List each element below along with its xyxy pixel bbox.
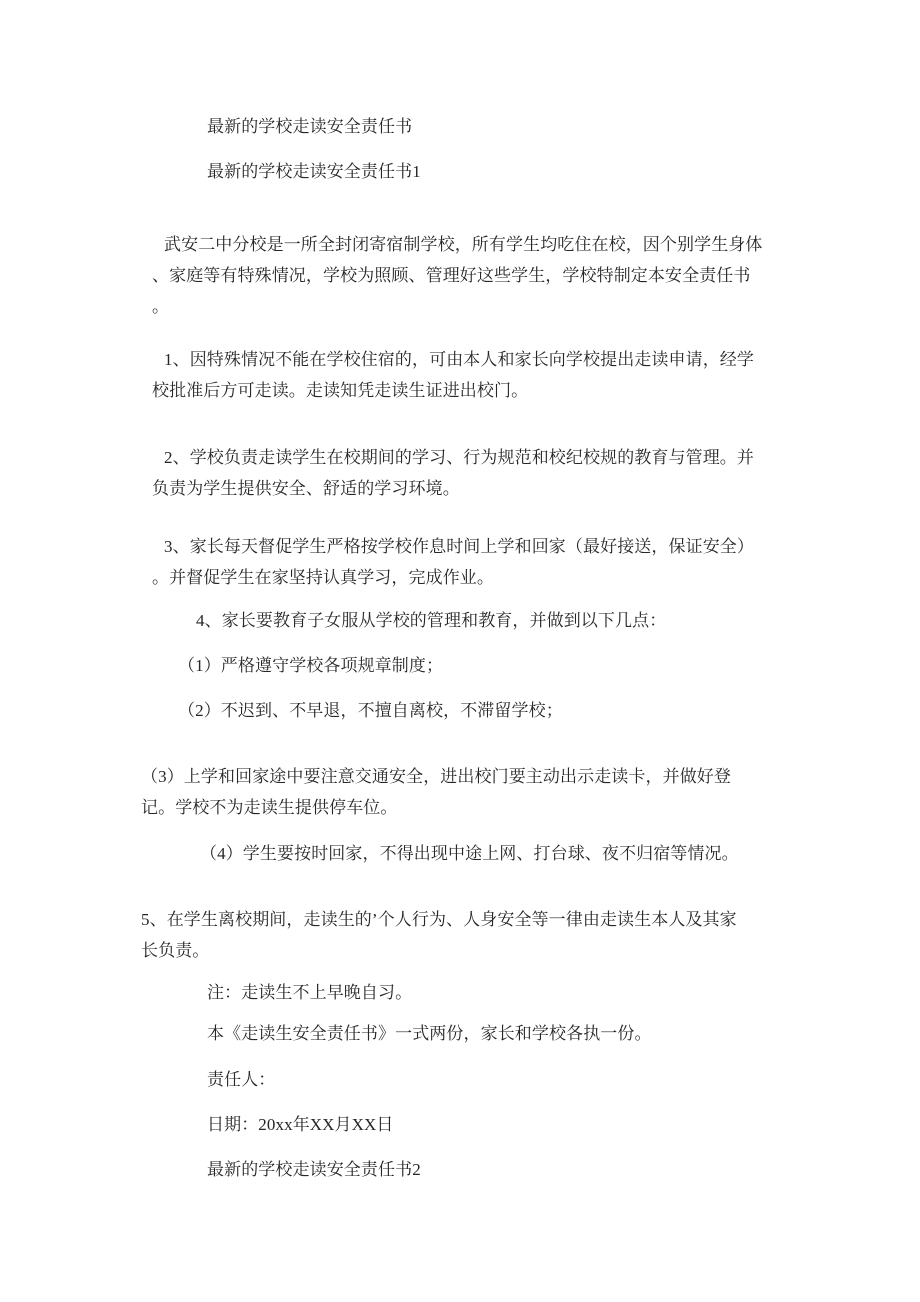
text-line: 4、家长要教育子女服从学校的管理和教育，并做到以下几点：: [196, 611, 667, 630]
text-line: 3、家长每天督促学生严格按学校作息时间上学和回家（最好接送，保证安全）: [164, 537, 754, 556]
paragraph-item-1: [152, 344, 790, 406]
text-line: 本《走读生安全责任书》一式两份，家长和学校各执一份。: [207, 1024, 652, 1043]
text-line: 负责为学生提供安全、舒适的学习环境。: [152, 479, 460, 498]
paragraph-copies: [152, 1018, 790, 1049]
paragraph-item-5: [141, 904, 790, 966]
paragraph-subtitle-2: [152, 1154, 790, 1185]
paragraph-date: [152, 1109, 790, 1140]
paragraph-title: [152, 111, 790, 142]
paragraph-subtitle-1: [152, 156, 790, 187]
text-line: （4）学生要按时回家，不得出现中途上网、打台球、夜不归宿等情况。: [200, 844, 739, 863]
text-line: 最新的学校走读安全责任书: [207, 117, 413, 136]
paragraph-subitem-2: [152, 695, 790, 726]
text-line: 最新的学校走读安全责任书2: [207, 1160, 421, 1179]
text-line: 武安二中分校是一所全封闭寄宿制学校，所有学生均吃住在校，因个别学生身体: [164, 235, 763, 254]
paragraph-item-4: [152, 605, 790, 636]
text-line: 2、学校负责走读学生在校期间的学习、行为规范和校纪校规的教育与管理。并: [164, 448, 754, 467]
text-line: 注：走读生不上早晚自习。: [207, 983, 413, 1002]
paragraph-note: [152, 977, 790, 1008]
text-line: 1、因特殊情况不能在学校住宿的，可由本人和家长向学校提出走读申请，经学: [164, 350, 754, 369]
text-line: 。并督促学生在家坚持认真学习，完成作业。: [152, 568, 494, 587]
paragraph-subitem-1: [152, 650, 790, 681]
text-line: 长负责。: [141, 941, 210, 960]
text-line: 。: [152, 297, 170, 316]
text-line: 校批准后方可走读。走读知凭走读生证进出校门。: [152, 381, 529, 400]
text-line: 记。学校不为走读生提供停车位。: [141, 798, 398, 817]
text-line: 5、在学生离校期间，走读生的’个人行为、人身安全等一律由走读生本人及其家: [141, 910, 737, 929]
text-line: （3）上学和回家途中要注意交通安全，进出校门要主动出示走读卡，并做好登: [141, 767, 731, 786]
text-line: 、家庭等有特殊情况，学校为照顾、管理好这些学生，学校特制定本安全责任书: [152, 266, 751, 285]
text-line: 最新的学校走读安全责任书1: [207, 162, 421, 181]
paragraph-intro: [152, 229, 790, 322]
text-line: 日期：20xx年XX月XX日: [207, 1115, 394, 1134]
paragraph-item-2: [152, 442, 790, 504]
paragraph-item-3: [152, 531, 790, 593]
text-line: （2）不迟到、不早退，不擅自离校，不滞留学校；: [178, 701, 563, 720]
paragraph-subitem-3: [141, 761, 790, 823]
text-line: （1）严格遵守学校各项规章制度；: [178, 656, 444, 675]
text-line: 责任人：: [207, 1070, 276, 1089]
paragraph-subitem-4: [152, 838, 790, 869]
paragraph-signer: [152, 1064, 790, 1095]
